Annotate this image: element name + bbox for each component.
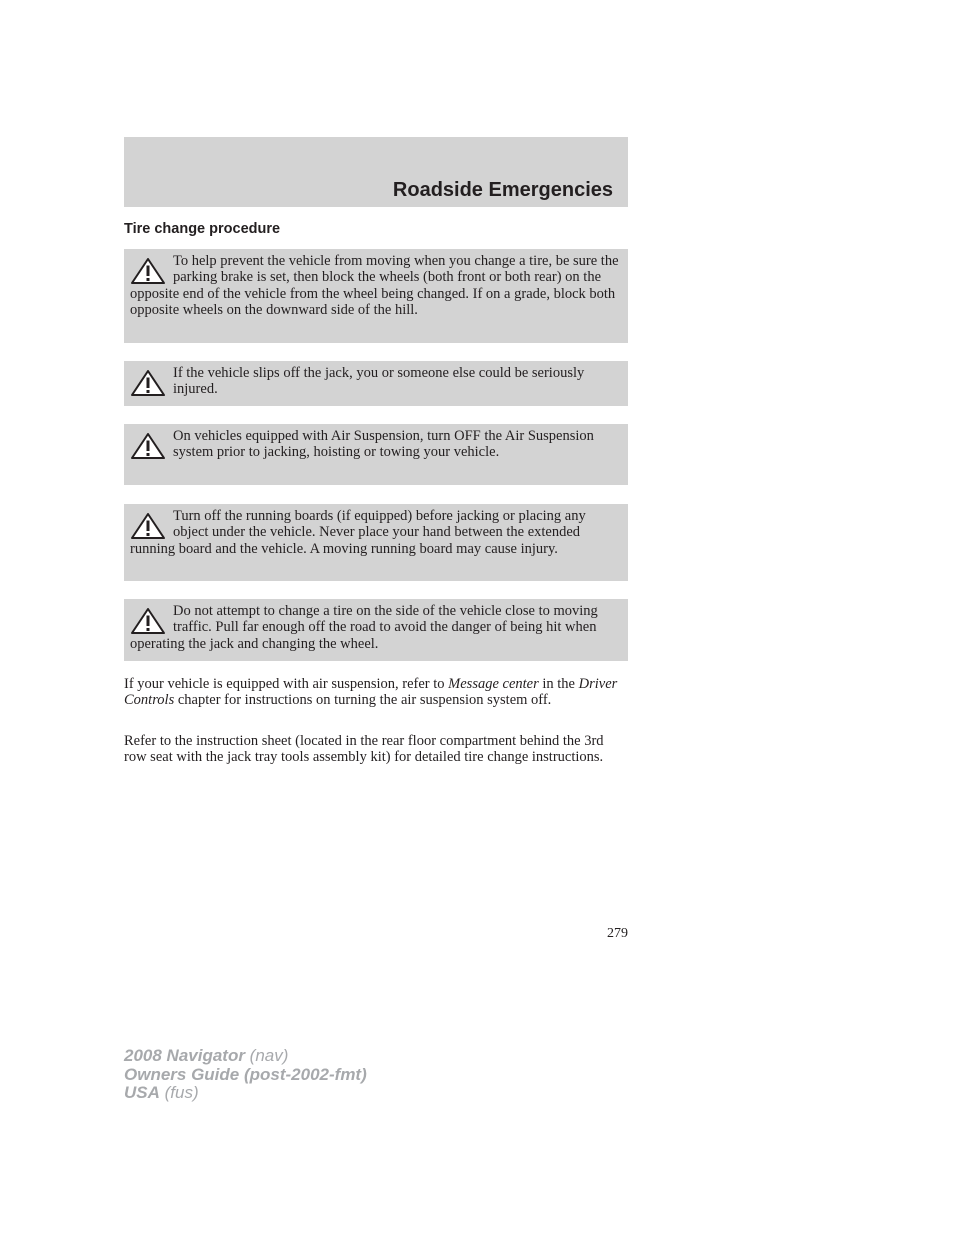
footer-market-code: (fus) [159, 1083, 199, 1102]
reference-message-center: Message center [448, 676, 539, 692]
warning-box [124, 361, 628, 406]
chapter-title: Roadside Emergencies [392, 179, 613, 201]
paragraph-text: chapter for instructions on turning the air suspension system off. [174, 692, 552, 709]
warning-box [124, 504, 628, 581]
warning-text: If the vehicle slips off the jack, you or someone else could be seriously injured. [173, 365, 585, 398]
page-number: 279 [607, 926, 628, 941]
reference-driver-controls: Driver Controls [124, 676, 618, 709]
chapter-header-band [124, 137, 628, 207]
warning-text: On vehicles equipped with Air Suspension, turn OFF the Air Suspension system prior to jacking, hoisting or towing your vehicle. [173, 428, 594, 461]
paragraph-instruction-sheet: Refer to the instruction sheet (located in the rear floor compartment behind the 3rd row seat with the jack tray tools assembly kit) for detailed tire change instructions. [124, 733, 604, 766]
warning-box [124, 249, 628, 343]
footer-model-code: (nav) [244, 1046, 289, 1065]
warning-box [124, 599, 628, 661]
warning-triangle-icon [130, 607, 166, 635]
warning-text: To help prevent the vehicle from moving when you change a tire, be sure the parking brake is set, then block the wheels (both front or both rear) on the opposite end of the vehicle from the wheel being changed. If on a grade, block both opposite wheels on the downward side of the hill. [130, 253, 619, 319]
section-title: Tire change procedure [124, 221, 281, 237]
warning-triangle-icon [130, 512, 166, 540]
paragraph-text: in the [538, 676, 579, 692]
warning-box [124, 424, 628, 485]
warning-triangle-icon [130, 369, 166, 397]
document-footer [124, 1047, 367, 1103]
warning-triangle-icon [130, 257, 166, 285]
paragraph-air-suspension [124, 676, 624, 709]
footer-guide: Owners Guide (post-2002-fmt) [124, 1064, 367, 1084]
warning-text: Turn off the running boards (if equipped) before jacking or placing any object under the vehicle. Never place your hand between the extended running board and the vehicle. A moving running board may cause injury. [130, 508, 586, 557]
paragraph-text: If your vehicle is equipped with air suspension, refer to [124, 676, 449, 692]
footer-model: 2008 Navigator [124, 1046, 245, 1065]
footer-market: USA [124, 1083, 160, 1102]
warning-triangle-icon [130, 432, 166, 460]
warning-text: Do not attempt to change a tire on the side of the vehicle close to moving traffic. Pull far enough off the road to avoid the danger of being hit when operating the jack and changing the wheel. [130, 603, 598, 652]
